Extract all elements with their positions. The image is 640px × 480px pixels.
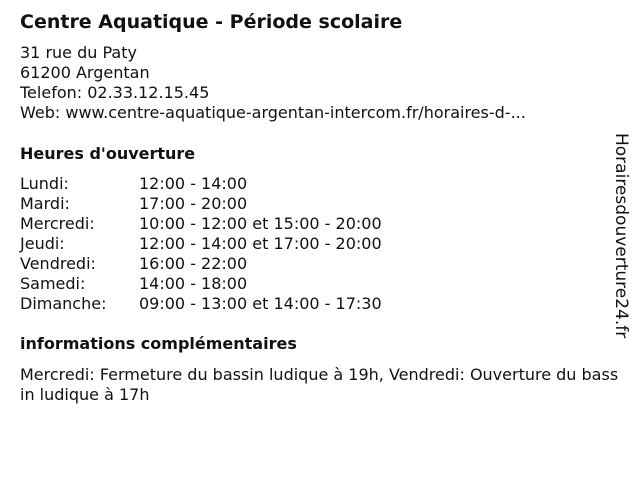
additional-info-text: Mercredi: Fermeture du bassin ludique à 19h, Vendredi: Ouverture du bassin ludique à 17h [20, 365, 619, 404]
table-row [20, 174, 382, 194]
day-hours: 12:00 - 14:00 [139, 174, 248, 193]
phone-number: Telefon: 02.33.12.15.45 [20, 83, 210, 102]
day-hours: 14:00 - 18:00 [139, 274, 248, 293]
day-hours: 12:00 - 14:00 et 17:00 - 20:00 [139, 234, 382, 253]
table-row [20, 194, 382, 214]
day-label: Dimanche: [20, 294, 107, 313]
table-row [20, 294, 382, 314]
contact-info [20, 43, 526, 123]
day-label: Samedi: [20, 274, 86, 293]
day-label: Mercredi: [20, 214, 95, 233]
table-row [20, 274, 382, 294]
day-hours: 09:00 - 13:00 et 14:00 - 17:30 [139, 294, 382, 313]
site-watermark: Horairesdouverture24.fr [611, 133, 631, 339]
table-row [20, 214, 382, 234]
day-label: Mardi: [20, 194, 70, 213]
additional-info-heading: informations complémentaires [20, 334, 297, 353]
opening-hours-table [20, 174, 382, 314]
website-link[interactable]: Web: www.centre-aquatique-argentan-intercom.fr/horaires-d-... [20, 103, 526, 122]
opening-hours-heading: Heures d'ouverture [20, 144, 196, 163]
address-street: 31 rue du Paty [20, 43, 137, 62]
day-label: Lundi: [20, 174, 69, 193]
table-row [20, 254, 382, 274]
table-row [20, 234, 382, 254]
address-city: 61200 Argentan [20, 63, 150, 82]
day-hours: 10:00 - 12:00 et 15:00 - 20:00 [139, 214, 382, 233]
day-label: Jeudi: [20, 234, 65, 253]
page-title: Centre Aquatique - Période scolaire [20, 11, 403, 33]
day-label: Vendredi: [20, 254, 96, 273]
day-hours: 17:00 - 20:00 [139, 194, 248, 213]
day-hours: 16:00 - 22:00 [139, 254, 248, 273]
